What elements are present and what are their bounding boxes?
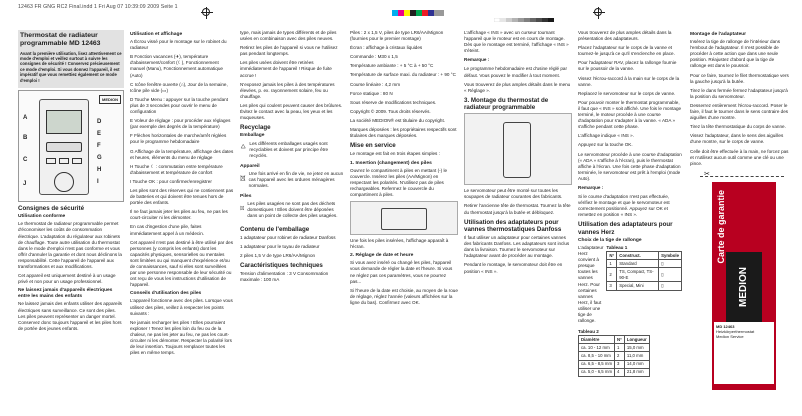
table-cell: ▯ [659,260,682,268]
table1-wrapper [606,245,682,327]
table2-title: Tableau 2 [578,329,599,335]
column-3 [240,30,344,410]
column-7 [690,30,790,180]
warranty-info-box [714,322,774,384]
package-contents-heading: Contenu de l'emballage [240,225,310,233]
setup-heading: Mise en service [350,142,396,150]
ins-text: L'affichage « INS » avec un curseur tournant l'appareil que le moteur est en cours de montage. Dès que le montage est terminé, l'affichage « INS » s'éteint. [464,30,569,54]
table-row [607,282,682,290]
heat-warning-text: N'exposez jamais les piles à des températures élevées, p. ex. rayonnement solaire, feu ou chauffage. [240,81,335,99]
legend-item-d: D Touche Menu : appuyer sur la touche pendant plus de 3 secondes pour ouvrir le menu de configuration [130,96,228,115]
step1-note: Une fois les piles insérées, l'affichage apparaît à l'écran. [350,238,449,250]
menu-key-icon [46,158,56,164]
packaging-text: Les différents emballages usagés sont recyclables et doivent par principe être recyclés. [249,140,329,158]
table-row [579,360,650,368]
product-name: Heizkörperthermostat [716,329,755,334]
callout-b: B [23,135,28,142]
callout-d: D [97,119,102,126]
legend-item-h: H Touche ☾ : commutation entre température d'abaissement et température de confort [130,163,223,175]
brand-logo: MEDION [99,95,121,104]
step2-text: Si vous avez inséré ou changé les piles, l'appareil vous demande de régler la date et l'heure. Si vous ne réglez pas ces paramètres, vous ne pourrez pas... [350,260,453,284]
extension-choice-text: L'adaptateur Herz convient à presque toutes les vannes Herz. Pour certaines vannes Herz, il faut utiliser une tige de rallonge. [578,244,604,324]
table-cell: Standard [617,260,659,268]
color-calibration-bar [392,10,444,16]
adjust-wheel-icon [46,142,82,152]
contents-item: 2 piles 1,5 V de type LR6/AA/Mignon [240,252,316,258]
table1-header: Symbole [659,252,682,260]
first-use-warning: Avant la première utilisation, lisez attentivement ce mode d'emploi et veillez surtout à suivre les consignes de sécurité ! Conservez précieusement ce mode d'emploi. Si vous donnez l'appareil, il est impératif que vous remettiez également ce mode d'emploi ! [20,50,122,83]
table2 [578,335,650,376]
cut-line [700,176,784,177]
callout-f: F [97,143,101,150]
medion-logo: MEDION [726,252,762,322]
adapter-step: Vissez l'écrou-raccord à la main sur le corps de la vanne. [578,75,680,87]
battery-insert-figure [350,201,458,235]
column-5 [464,30,572,410]
menu-details-text: Vous trouverez de plus amples détails dans le menu « Réglage ». [464,81,571,93]
print-header: 12463 FR GNG RC2 Final.indd 1 Fri Aug 07 10:39:09 2009 Seite 1 [18,4,178,10]
adapter-mount-step: Tirez la tête thermostatique du corps de vanne. [690,124,786,130]
moon-key-icon [59,158,69,164]
device-heading: Appareil [240,163,260,169]
adapter-step: Placez l'adaptateur sur le corps de la vanne et tournez-le jusqu'à ce qu'il s'enclenche en place. [578,45,675,57]
step1-text: Ouvrez le compartiment à piles en mettant (-) le couvercle. Insérez les piles (AA/Mignon) en respectant les polarités. N'utilisez pas de piles rechargeables. Refermez le couvercle du compartiment à piles. [350,167,448,197]
legend-item-f: F Flèches horizontales de marche/arrêt réglées pour le programme hebdomadaire [130,133,227,145]
spec-stroke: Course linéaire : 4,2 mm [350,81,401,87]
tech-specs-heading: Caractéristiques techniques [240,262,323,270]
spec-batteries: Piles : 2 x 1,5 V, piles de type LR6/AA/Mignon (fournies pour le premier montage) [350,30,444,42]
recycling-heading: Recyclage [240,124,271,132]
callout-c: C [23,157,28,164]
table2-header: Diamètre [579,336,615,344]
remove-battery-text: Retirez les piles de l'appareil si vous ne l'utilisez pas pendant longtemps. [240,45,338,57]
usage-heading: Utilisation et affichage [130,32,183,37]
adapter-intro: Vous trouverez de plus amples détails dans la présentation des adaptateurs. [578,30,672,42]
children-heading: Ne laissez jamais d'appareils électriques entre les mains des enfants [18,288,113,300]
table-row [579,352,650,360]
copyright-text: Copyright © 2009. Tous droits réservés. [350,108,431,114]
manual-title: Thermostat de radiateur programmable MD 12463 [20,32,101,47]
table-cell: ▯ [659,268,682,282]
table-cell: TS, Compact, TS-90-E [617,268,659,282]
leak-warning-text: Les piles qui coulent peuvent causer des brûlures. Évitez le contact avec la peau, les yeux et les muqueuses. [240,102,343,121]
table-cell: 3 [615,360,625,368]
table-cell: 1 [607,260,617,268]
battery-compartment-icon [381,208,427,230]
packaging-heading: Emballage [240,133,265,139]
valve-compat-text: Le servomoteur peut être monté sur toutes les soupapes de radiateur courantes des fabricants. [464,188,563,200]
ins-position-text: Pendant le montage, le servomoteur doit être en position « INS ». [464,262,563,274]
adapter-mount-heading: Montage de l'adaptateur [690,32,747,37]
table-cell: 2 [615,352,625,360]
column-1 [18,30,124,410]
recycle-icon [240,141,246,153]
table-cell: 11,0 mm [624,352,649,360]
extension-choice-heading: Choix de la tige de rallonge [578,237,642,243]
column-4 [350,30,458,410]
table1-title: Tableau 1 [606,244,628,250]
table1-block [578,245,682,327]
contents-item: 1 adaptateur pour le tuyau de radiateur [240,243,320,249]
warranty-card [712,182,776,390]
table-row [607,260,682,268]
herz-heading: Utilisation des adaptateurs pour vannes Herz [578,221,673,236]
remark-text: Le programme hebdomadaire est d'usine réglé par défaut. Vous pouvez le modifier à tout moment. [464,66,568,78]
table1-header: Construct. [617,252,659,260]
table-row [607,268,682,282]
trademarks-text: Marques déposées : les propriétaires respectifs sont titulaires des marques déposées. [350,127,457,139]
device-figure [18,90,124,202]
nut-icon [54,172,74,192]
table2-header: N° [615,336,625,344]
adapter-mount-step: Pour ce faire, tournez le filet thermostatique vers la gauche jusqu'à la butée. [690,72,789,84]
safety-heading: Consignes de sécurité [18,205,85,213]
step2-list: Si l'heure de la date est choisie, au moyen de la roue de réglage, réglez l'année (valeurs affichées sur la ligne du bas). Confirmez avec OK. [350,287,458,305]
ingestion-text: En cas d'ingestion d'une pile, faites immédiatement appel à un médecin. [130,224,205,236]
rights-text: La société MEDION® est titulaire du copyright. [350,117,446,123]
table-row [579,344,650,352]
device-block [240,171,344,192]
table-cell: ca. 6,5 - 8,5 mm [579,360,615,368]
ins-mount-text: Pour pouvoir monter le thermostat programmable, il faut que « INS » soit affiché. Une fois le montage terminé, le moteur procède à une course d'adaptation pour s'adapter à la vanne. « ADA » s'affiche pendant cette phase. [578,99,682,130]
table-cell: ▯ [659,282,682,290]
device-text: Une fois arrivé en fin de vie, ne jetez en aucun cas l'appareil avec les ordures ménagères normales. [248,170,344,189]
display-ins-text: L'affichage indique « INS ». [578,133,634,139]
proper-use-heading: Utilisation conforme [18,214,66,220]
table1-header: N° [607,252,617,260]
battery-safety-text: Les piles sont des réserves qui ne contiennent pas de batteries et qui doivent être tenues hors de portée des enfants. [130,187,234,206]
table-cell: ca. 5,0 - 6,5 mm [579,368,615,376]
battery-fire-text: Il ne faut jamais jeter les piles au feu, ne pas les court-circuiter ni les démonter. [130,209,228,221]
danfoss-heading: Utilisation des adaptateurs pour vannes thermostatiques Danfoss [464,218,562,233]
table-cell: 21,8 mm [624,368,649,376]
press-ok-text: Appuyez sur la touche OK. [578,142,633,148]
remark-label: Remarque : [464,57,490,63]
legend-item-b: B Fonction vacances (✈), température d'abaissement/confort (☾), Fonctionnement manuel (Manu), Fonctionnement automatique (Auto) [130,54,223,78]
table-cell: ca. 10 - 12 mm [579,344,615,352]
capabilities-text: Cet appareil n'est pas destiné à être utilisé par des personnes (y compris les enfants) dont les capacités physiques, sensorielles ou mentales sont limitées ou qui manquent d'expérience et/ou de connaissances, sauf si elles sont surveillées par une personne responsable de leur sécurité ou ont reçu de vous les instructions d'utilisation de l'appareil. [130,239,234,288]
batteries-heading: Piles [240,194,252,200]
adaptation-text: Le servomoteur procède à une course d'adaptation (« ADA » s'affiche à l'écran), puis le thermostat affiche à l'écran. Une fois cette phase d'adaptation terminée, le servomoteur est prêt à l'emploi (mode Auto). [578,151,682,181]
adapter-step: Pour l'adaptateur RAV, placez la rallonge fournie sur le poussoir de la vanne. [578,60,677,72]
column-6 [578,30,682,410]
table-cell: 14,0 mm [624,360,649,368]
spec-ambient: Température ambiante : + 5 °C à + 50 °C [350,63,434,69]
model-number: MD 12463 [716,324,735,329]
spec-display: Écran : affichage à cristaux liquides [350,45,423,51]
hand-tighten-text: Celle doit être effectuée à la main, ne forcez pas et n'utilisez aucun outil comme une clé ou une pince. [690,148,789,166]
grayscale-bar [494,18,554,22]
table-cell: 4 [615,368,625,376]
battery-tips-text: L'appareil fonctionne avec des piles. Lorsque vous utilisez des piles, veillez à respecter les points suivants : [130,298,233,316]
remove-old-text: Retirer l'ancienne tête de thermostat. Tournez la tête du thermostat jusqu'à la butée et débloquez. [464,203,571,215]
table-cell: 15,0 mm [624,344,649,352]
step2-heading: 2. Réglage de date et heure [350,253,414,259]
callout-g: G [97,155,102,162]
title-box [18,30,124,88]
battery-tips-heading: Conseils d'utilisation des piles [130,291,202,297]
table-cell: ca. 8,5 - 10 mm [579,352,615,360]
batteries-text: Les piles usagées ne sont pas des déchets domestiques ! Elles doivent être déposées dans un point de collecte des piles usagées. [247,201,338,219]
registration-mark [202,8,210,16]
scissors-icon: ✂ [704,171,710,178]
callout-i: I [97,179,99,186]
thermostat-mount-icon [503,122,531,178]
crossed-bin-icon [240,201,244,215]
remark-text: Si le course d'adaptation n'est pas effectuée, vérifiez le montage et que le servomoteur est correctement positionné. Appuyez sur OK et remettez en position « INS ». [578,194,670,218]
table-cell: 2 [607,268,617,282]
setup-intro: Le montage est fait en trois étapes simples : [350,151,440,157]
table-cell: Special, Mini [617,282,659,290]
contents-item: 1 adaptateur pour robinet de radiateur Danfoss [240,234,336,240]
legend-item-e: E Voleur de réglage : pour procéder aux réglages (par exemple des degrés de la température) [130,118,231,130]
private-use-text: Cet appareil est uniquement destiné à un usage privé et non pour un usage professionnel. [18,273,116,285]
legend-item-i: I Touche OK : pour confirmer/enregistrer [130,178,212,184]
proper-use-text: Le thermostat de radiateur programmable permet d'économiser les coûts de consommation électrique. L'adaptation du régulateur aux robinets de chauffage. Toute autre utilisation du thermostat dans le mode d'emploi n'est pas conforme et vous offrir d'annuler la garantie et dont nous déclinons la responsabilité. Cette l'appareil de l'appareil aux transformations et aux modifications. [18,221,122,269]
spec-surface: Température de surface maxi. du radiateur : + 90 °C [350,72,456,78]
adapter-screw-text: Vissez l'adaptateur, dans le sens des aiguilles d'une montre, sur le corps de vanne. [690,133,784,145]
warranty-title: Carte de garantie [716,190,726,264]
adapter-mount-step: Desserrez entièrement l'écrou-raccord. Poser le faire, il faut le tourner dans le sens contraire des aiguilles d'une montre. [690,102,789,121]
ok-key-icon [72,158,82,164]
legend-item-g: G Affichage de la température, affichage des dates et heures, éléments du menu de réglage [130,148,234,160]
used-battery-text: Les piles usées doivent être retirées immédiatement de l'appareil ! Risque de fuite accrue ! [240,60,332,78]
crossed-bin-icon [240,171,246,185]
column-2 [130,30,234,410]
step1-heading: 1. Insertion (changement) des piles [350,160,432,166]
children-text: Ne laissez jamais des enfants utiliser des appareils électriques sans surveillance. Ce sont des piles. Les piles peuvent représenter un danger mortel. Conservez donc toujours l'appareil et les piles hors de portée des jeunes enfants. [18,301,122,331]
batteries-block [240,201,344,222]
lcd-display-icon [46,110,82,134]
tech-specs-text: Tension d'alimentation : 3 V Consommation maximale : 100 mA [240,271,329,283]
callout-h: H [97,167,102,174]
adapter-step: Replacez le servomoteur sur le corps de vanne. [578,90,676,96]
battery-tips-list: Ne jamais recharger les piles ! Elles pourraient exploser ! Tenez les piles loin du feu ou de la chaleur, ne pas les jeter au feu, ne pas les court-circuiter ni les démonter. Respecter la polarité lors de leur insertion. Toujours remplacer toutes les piles en même temps. [130,319,232,356]
callout-e: E [97,131,102,138]
step3-heading: 3. Montage du thermostat de radiateur programmable [464,96,549,112]
spec-thread: Commande : M30 x 1,5 [350,54,398,60]
callout-a: A [23,115,28,122]
thermostat-body-icon [39,99,89,195]
spec-force: Force statique : 80 N [350,90,393,96]
legend-item-c: C Icône fenêtre ouverte (⌂), Jour de la semaine, Icône pile vide (▭) [130,81,228,93]
callout-j: J [23,181,27,188]
table-row [579,368,650,376]
table-cell: 1 [615,344,625,352]
legend-item-a: A Écrou vissé pour le montage sur le robinet du radiateur [130,39,227,51]
remark-label: Remarque : [578,184,604,190]
table2-header: Longueur [624,336,649,344]
registration-mark [594,8,602,16]
adapter-mount-step: Tirez le dans fermée fermez l'adaptateur jusqu'à la position du servomoteur. [690,87,788,99]
table1 [606,251,682,290]
table-cell: 3 [607,282,617,290]
mounting-figure [464,113,572,185]
danfoss-text: Il faut utiliser un adaptateur pour certaines vannes des fabricants Danfoss. Les adaptateurs sont inclus dans la livraison. Tournez le servomoteur sur l'adaptateur avant de procéder au montage. [464,235,570,259]
packaging-block [240,141,344,162]
service-label: Medion Service [716,334,744,339]
spec-reserve: Sous réserve de modifications techniques. [350,99,437,105]
adapter-mount-text: Insérez la tige de rallonge de l'intérieur dans l'embout de l'adaptateur. Il n'est possible de procéder à cette action que dans une seule position. Réajustez d'abord que la tige de rallonge est dans le poussoir. [690,39,780,69]
battery-type-text: type, mais jamais de types différents et de piles usées en combinaison avec des piles neuves. [240,30,337,42]
